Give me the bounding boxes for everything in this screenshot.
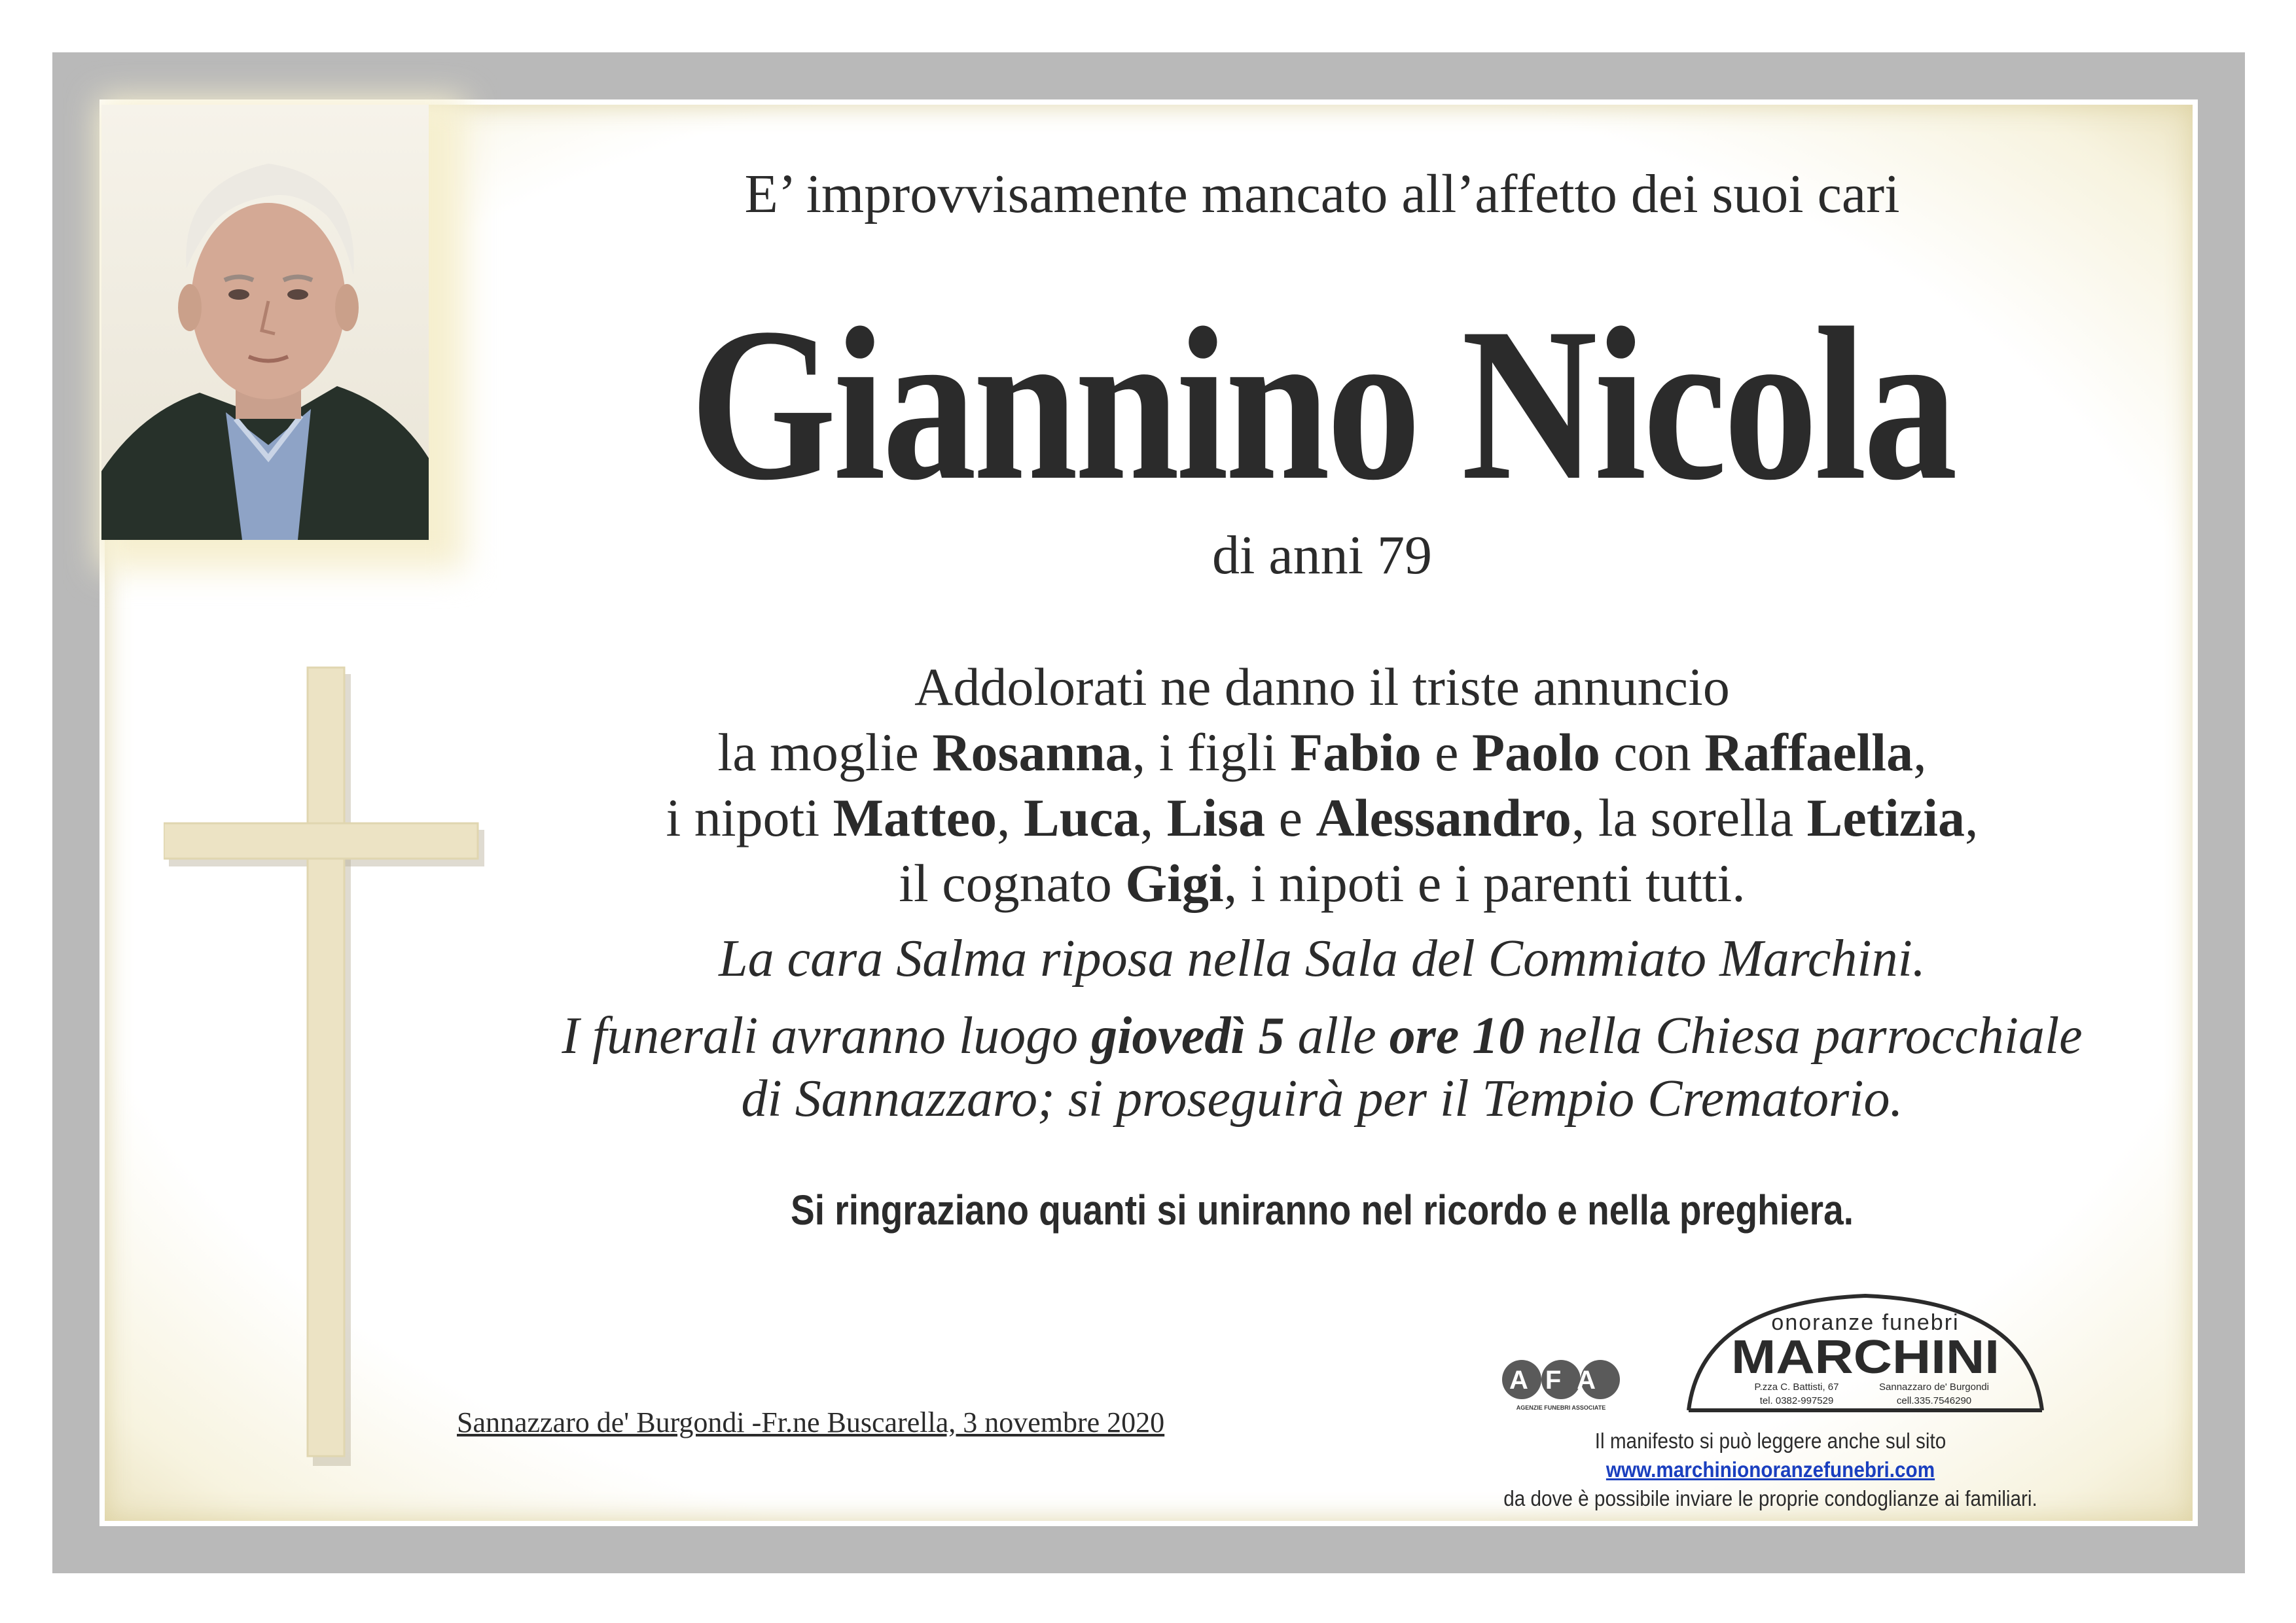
text: e <box>1265 788 1316 847</box>
funeral-time: ore 10 <box>1389 1007 1525 1065</box>
afa-caption: AGENZIE FUNEBRI ASSOCIATE <box>1516 1404 1606 1411</box>
family-name: Paolo <box>1472 722 1600 782</box>
family-name: Rosanna <box>932 722 1132 782</box>
afa-logo <box>1499 1355 1623 1414</box>
family-name: Raffaella <box>1704 722 1914 782</box>
funeral-details <box>524 1005 2121 1130</box>
thanks-text: Si ringraziano quanti si uniranno nel ricordo e nella preghiera. <box>791 1186 1854 1234</box>
text: alle <box>1284 1007 1390 1065</box>
website-link[interactable]: www.marchinionoranzefunebri.com <box>1605 1457 1935 1482</box>
marchini-logo <box>1682 1289 2049 1414</box>
marchini-arc-text: onoranze funebri <box>1771 1310 1960 1335</box>
deceased-age: di anni 79 <box>1212 525 1432 586</box>
family-name: Luca <box>1024 788 1140 847</box>
announcement-line: Addolorati ne danno il triste annuncio <box>914 657 1730 717</box>
family-name: Lisa <box>1166 788 1266 847</box>
deceased-portrait <box>101 105 429 540</box>
family-name: Gigi <box>1125 853 1224 913</box>
text: , la sorella <box>1571 788 1807 847</box>
marchini-phone: tel. 0382-997529 <box>1759 1395 1834 1406</box>
family-name: Fabio <box>1290 722 1422 782</box>
announcement-block <box>524 654 2121 916</box>
text: , <box>997 788 1024 847</box>
text: , <box>1965 788 1979 847</box>
text: la moglie <box>717 722 933 782</box>
text: e <box>1421 722 1472 782</box>
text: il cognato <box>899 853 1126 913</box>
funeral-day: giovedì 5 <box>1091 1007 1285 1065</box>
marchini-town: Sannazzaro de' Burgondi <box>1879 1382 1989 1393</box>
text: , i nipoti e i parenti tutti. <box>1223 853 1746 913</box>
marchini-address: P.zza C. Battisti, 67 <box>1754 1382 1839 1393</box>
cross-icon <box>164 661 484 1466</box>
afa-letters: AFA <box>1509 1366 1613 1395</box>
text: i nipoti <box>666 788 833 847</box>
website-note <box>1432 1427 2109 1513</box>
marchini-mobile: cell.335.7546290 <box>1896 1395 1972 1406</box>
intro-text: E’ improvvisamente mancato all’affetto dei suoi cari <box>744 164 1900 224</box>
family-name: Matteo <box>833 788 997 847</box>
text: , i figli <box>1132 722 1291 782</box>
text: , <box>1913 722 1927 782</box>
announcement-line <box>524 720 2121 785</box>
website-note-line: da dove è possibile inviare le proprie condoglianze ai familiari. <box>1503 1486 2037 1510</box>
family-name: Letizia <box>1806 788 1965 847</box>
text: Il manifesto si può leggere anche sul sito <box>1594 1429 1946 1453</box>
place-date: Sannazzaro de' Burgondi -Fr.ne Buscarella, 3 novembre 2020 <box>457 1406 1165 1438</box>
deceased-name: Giannino Nicola <box>690 283 1954 526</box>
announcement-line <box>524 851 2121 916</box>
funeral-line: di Sannazzaro; si proseguirà per il Tempio Crematorio. <box>741 1070 1903 1128</box>
text: , <box>1139 788 1167 847</box>
announcement-line <box>524 785 2121 851</box>
funeral-line <box>524 1005 2121 1067</box>
marchini-name: MARCHINI <box>1731 1331 2000 1383</box>
family-name: Alessandro <box>1316 788 1571 847</box>
text: I funerali avranno luogo <box>562 1007 1092 1065</box>
website-note-line <box>1432 1427 2109 1484</box>
text: con <box>1600 722 1705 782</box>
text: nella Chiesa parrocchiale <box>1524 1007 2083 1065</box>
rest-notice: La cara Salma riposa nella Sala del Commiato Marchini. <box>719 930 1926 988</box>
